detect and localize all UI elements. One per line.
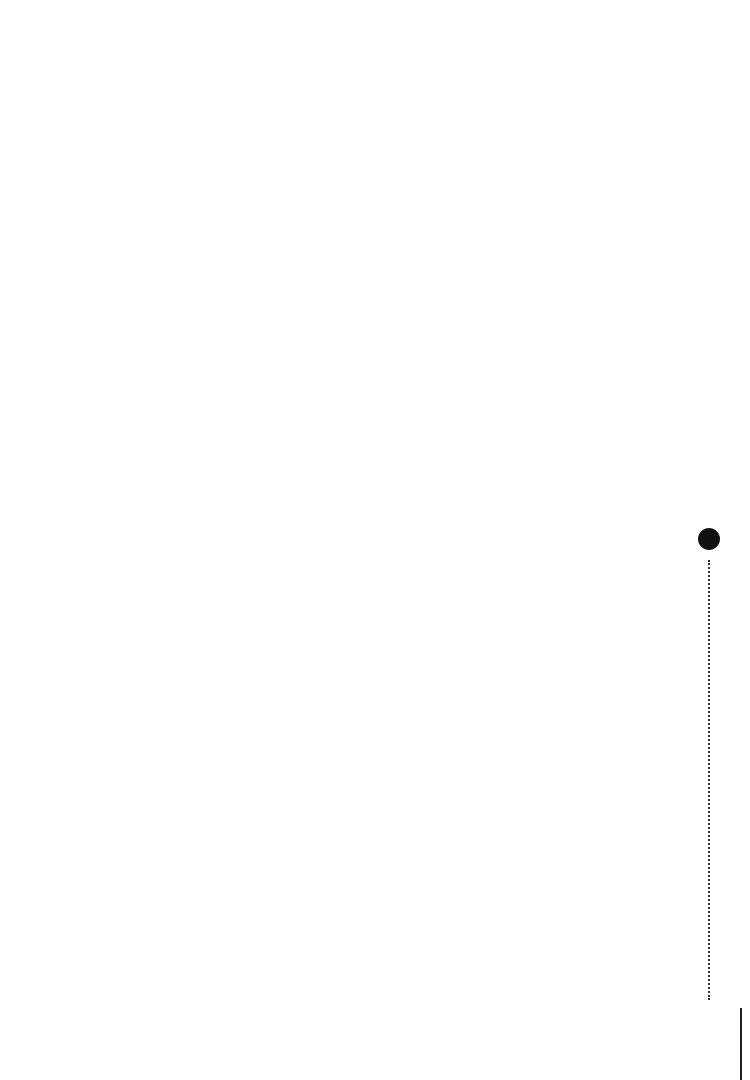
page-edge-line: [740, 1008, 742, 1080]
dotted-margin-line: [708, 560, 710, 1000]
page-tab-marker: [698, 528, 720, 550]
